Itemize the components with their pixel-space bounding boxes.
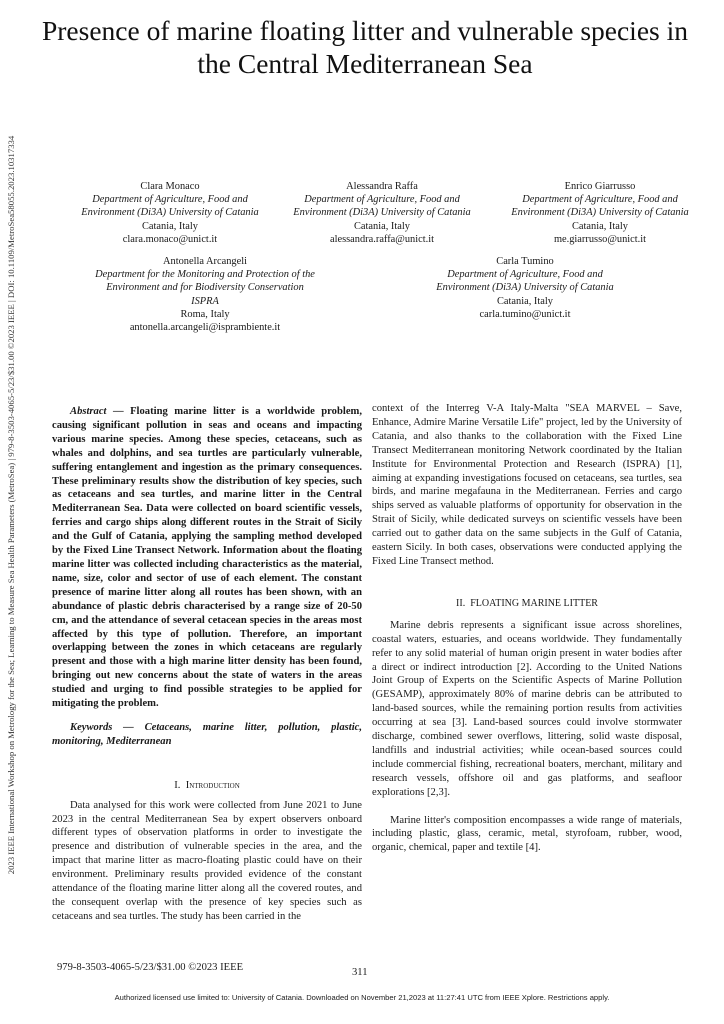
author-email[interactable]: clara.monaco@unict.it bbox=[122, 233, 218, 245]
sidebar-citation-text: 2023 IEEE International Workshop on Metrology for the Sea; Learning to Measure Sea Health Parameters (MetroSea) | 979-8-3503-4065-5/23/$31.00 ©2023 IEEE | DOI: 10.1109/MetroSea58055.2023.10317334 bbox=[6, 135, 16, 875]
author-name: Antonella Arcangeli bbox=[163, 256, 247, 267]
author-block bbox=[490, 180, 710, 246]
copyright-notice: 979-8-3503-4065-5/23/$31.00 ©2023 IEEE bbox=[57, 962, 244, 973]
author-name: Clara Monaco bbox=[140, 181, 200, 192]
author-email[interactable]: alessandra.raffa@unict.it bbox=[329, 233, 434, 245]
keywords-label: Keywords bbox=[70, 721, 113, 733]
author-affiliation: Department of Agriculture, Food and Environment (Di3A) University of Catania bbox=[436, 269, 614, 294]
author-location: Catania, Italy bbox=[497, 295, 553, 307]
author-location: Catania, Italy bbox=[142, 220, 198, 232]
paper-title: Presence of marine floating litter and vulnerable species in the Central Mediterranean Sea bbox=[41, 15, 688, 79]
author-name: Enrico Giarrusso bbox=[564, 181, 636, 192]
author-affiliation: Department for the Monitoring and Protection of the Environment and for Biodiversity Conservation ISPRA bbox=[95, 269, 315, 307]
keywords bbox=[52, 721, 362, 749]
author-block bbox=[410, 255, 640, 321]
section-heading-floating-marine-litter bbox=[372, 597, 682, 611]
abstract-label: Abstract bbox=[70, 406, 107, 417]
paragraph: Data analysed for this work were collected from June 2021 to June 2023 in the central Mediterranean Sea by expert observers onboard different types of observation platforms in order to investigate the presence and distribution of vulnerable species in the area, and the impact that marine litter as macro-floating plastic could have on their environment. Preliminary results provided evidence of the constant attendance of the floating marine litter along all the covered routes, and the consequent overlap with the presence of key species such as cetaceans and sea turtles. The study has been carried in the bbox=[52, 799, 362, 922]
section-heading-introduction bbox=[52, 779, 362, 793]
author-email[interactable]: antonella.arcangeli@isprambiente.it bbox=[129, 322, 281, 334]
author-affiliation: Department of Agriculture, Food and Environment (Di3A) University of Catania bbox=[81, 194, 259, 219]
author-block bbox=[60, 180, 280, 246]
author-email[interactable]: carla.tumino@unict.it bbox=[479, 308, 571, 320]
author-location: Catania, Italy bbox=[572, 220, 628, 232]
author-block bbox=[272, 180, 492, 246]
section-title: Introduction bbox=[185, 779, 240, 791]
author-email[interactable]: me.giarrusso@unict.it bbox=[553, 233, 647, 245]
license-notice: Authorized licensed use limited to: University of Catania. Downloaded on November 21,2023 at 11:27:41 UTC from IEEE Xplore. Restrictions apply. bbox=[114, 993, 610, 1002]
keywords-text: — Cetaceans, marine litter, pollution, plastic, monitoring, Mediterranean bbox=[52, 721, 362, 747]
author-name: Carla Tumino bbox=[496, 256, 554, 267]
author-affiliation: Department of Agriculture, Food and Environment (Di3A) University of Catania bbox=[511, 194, 689, 219]
paragraph: context of the Interreg V-A Italy-Malta "SEA MARVEL – Save, Enhance, Admire Marine Versatile Life" project, led by the University of Catania, and also thanks to the collaboration with the Fixed Line Transect Mediterranean monitoring Network coordinated by the Italian Institute for Environmental Protection and Research (ISPRA) [1], aiming at expanding investigations focused on cetaceans, sea turtles, sea birds, and marine megafauna in the Mediterranean. Ferries and cargo ships served as valuable platforms of opportunity for observation in the Strait of Sicily, while dedicated surveys on scientific vessels have been carried out to gather data on the same subjects in the Gulf of Catania, eastern Sicily. In both cases, observations were conducted applying the Fixed Line Transect method. bbox=[372, 403, 682, 567]
author-location: Roma, Italy bbox=[180, 308, 230, 320]
section-number: I. bbox=[174, 779, 181, 791]
author-affiliation: Department of Agriculture, Food and Environment (Di3A) University of Catania bbox=[293, 194, 471, 219]
author-location: Catania, Italy bbox=[354, 220, 410, 232]
author-name: Alessandra Raffa bbox=[346, 181, 418, 192]
section-title: FLOATING MARINE LITTER bbox=[470, 597, 598, 609]
right-column bbox=[372, 402, 682, 855]
paragraph: Marine debris represents a significant issue across shorelines, coastal waters, estuaries, and oceans worldwide. They fundamentally refer to any solid material of human origin present in water bodies after a direct or indirect introduction [2]. According to the United Nations Joint Group of Experts on the Scientific Aspects of Marine Pollution (GESAMP), approximately 80% of marine debris can be attributed to land-based sources, while the remaining portion results from activities occurring at sea [3]. Land-based sources could involve stormwater discharge, combined sewer overflows, littering, solid waste disposal, landfills and industrial activities; while ocean-based sources could include commercial fishing, recreational boaters, merchant, military and research vessels, offshore oil and gas platforms, and seafloor explorations [2,3]. bbox=[372, 619, 682, 798]
paragraph: Marine litter's composition encompasses a wide range of materials, including plastic, glass, ceramic, metal, styrofoam, rubber, wood, organic, chemical, paper and textile [4]. bbox=[372, 814, 682, 854]
sidebar-citation bbox=[2, 100, 20, 910]
abstract-text: — Floating marine litter is a worldwide problem, causing significant pollution in seas and oceans and impacting various marine species. Among these species, cetaceans, such as whales and dolphins, and sea turtles are particularly vulnerable, suffering entanglement and ingestion as the primary consequences. These preliminary results show the distribution of key species, such as cetaceans and sea turtles, and marine litter in the Central Mediterranean Sea. Data were collected on board scientific vessels, ferries and cargo ships along different routes in the Strait of Sicily and the Gulf of Catania, applying the sampling method developed by the Fixed Line Transect Network. Information about the floating marine litter was collected including characteristics as the material, name, size, color and sector of use of each element. The constant presence of marine litter along all routes has been shown, with an abundance of plastic debris characterised by a range size of 20-50 cm, and the attendance of several cetacean species in the areas most affected by this type of pollution. Therefore, an important overlapping between the zones in which cetaceans are regularly present and those with a high marine litter density has been found, bringing out new concerns about the state of waters in the areas studied and urging to find possible strategies to be applied for mitigating the problem. bbox=[52, 406, 362, 710]
abstract bbox=[52, 405, 362, 711]
page-number: 311 bbox=[352, 967, 368, 978]
left-column bbox=[52, 405, 362, 924]
section-number: II. bbox=[456, 597, 466, 609]
author-block bbox=[90, 255, 320, 334]
